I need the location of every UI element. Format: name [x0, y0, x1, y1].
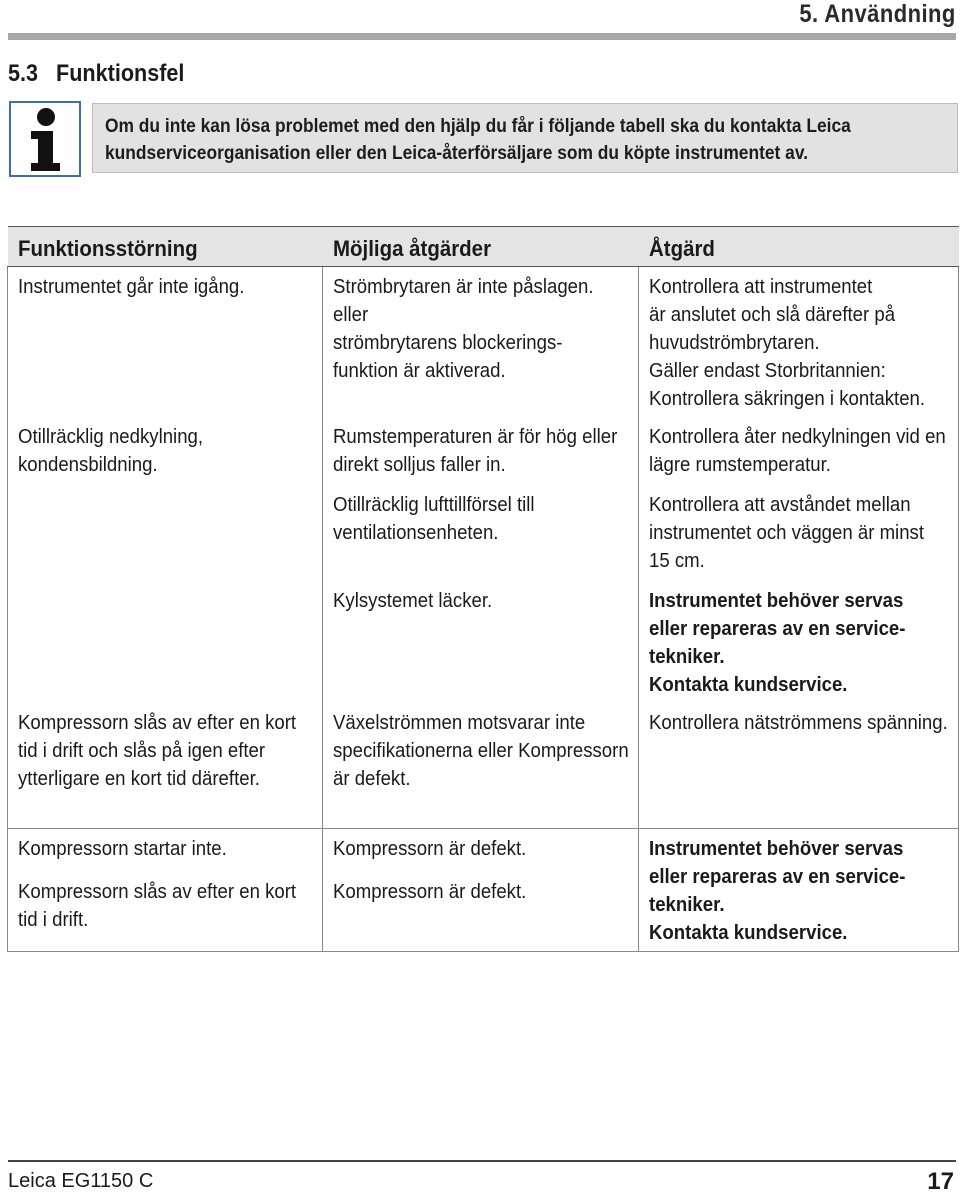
- header-rule: [8, 33, 956, 40]
- action-cell: Instrumentet behöver servas eller repareras av en service- tekniker. Kontakta kundservice.: [639, 581, 959, 703]
- cause-cell: Växelströmmen motsvarar inte specifikationerna eller Kompressorn är defekt.: [323, 703, 639, 828]
- cause-cell: Strömbrytaren är inte påslagen. eller strömbrytarens blockerings- funktion är aktiverad.: [323, 267, 639, 418]
- table-row: [8, 703, 959, 828]
- cause-cell: Kylsystemet läcker.: [323, 581, 639, 703]
- section-number: 5.3: [8, 60, 39, 87]
- page-number: 17: [927, 1168, 954, 1195]
- action-cell: Kontrollera åter nedkylningen vid en lägre rumstemperatur.: [639, 417, 959, 485]
- header-cause: Möjliga åtgärder: [323, 227, 639, 267]
- header-fault: Funktionsstörning: [8, 227, 323, 267]
- cause-cell: Otillräcklig lufttillförsel till ventilationsenheten.: [323, 485, 639, 581]
- footer-rule: [8, 1160, 956, 1162]
- table-row: [8, 828, 959, 872]
- cause-cell: Rumstemperaturen är för hög eller direkt solljus faller in.: [323, 417, 639, 485]
- cause-cell: Kompressorn är defekt.: [323, 872, 639, 951]
- table-row: [8, 267, 959, 418]
- footer-product: Leica EG1150 C: [8, 1170, 154, 1192]
- action-cell: Kontrollera att instrumentet är anslutet och slå därefter på huvudströmbrytaren. Gäller endast Storbritannien: Kontrollera säkringen i kontakten.: [639, 267, 959, 418]
- info-icon: [9, 101, 81, 177]
- fault-cell: Kompressorn startar inte.: [8, 828, 323, 872]
- notice-box: [92, 103, 958, 173]
- cause-cell: Kompressorn är defekt.: [323, 828, 639, 872]
- header-action: Åtgärd: [639, 227, 959, 267]
- notice-text: Om du inte kan lösa problemet med den hjälp du får i följande tabell ska du kontakta Leica kundserviceorganisation eller den Leica-återförsäljare som du köpte instrumentet av.: [105, 116, 851, 164]
- fault-cell: Kompressorn slås av efter en kort tid i drift.: [8, 872, 323, 951]
- table-header-row: [8, 227, 959, 267]
- section-title: Funktionsfel: [56, 60, 185, 87]
- fault-cell: Kompressorn slås av efter en kort tid i drift och slås på igen efter ytterligare en kort tid därefter.: [8, 703, 323, 828]
- fault-cell: Otillräcklig nedkylning, kondensbildning.: [8, 417, 323, 703]
- action-cell: Kontrollera att avståndet mellan instrumentet och väggen är minst 15 cm.: [639, 485, 959, 581]
- chapter-title: 5. Användning: [799, 0, 956, 28]
- action-cell: Kontrollera nätströmmens spänning.: [639, 703, 959, 828]
- fault-table: [7, 226, 959, 952]
- section-heading: [8, 60, 184, 88]
- fault-cell: Instrumentet går inte igång.: [8, 267, 323, 418]
- action-cell: Instrumentet behöver servas eller repareras av en service- tekniker. Kontakta kundservice.: [639, 828, 959, 951]
- table-row: [8, 417, 959, 485]
